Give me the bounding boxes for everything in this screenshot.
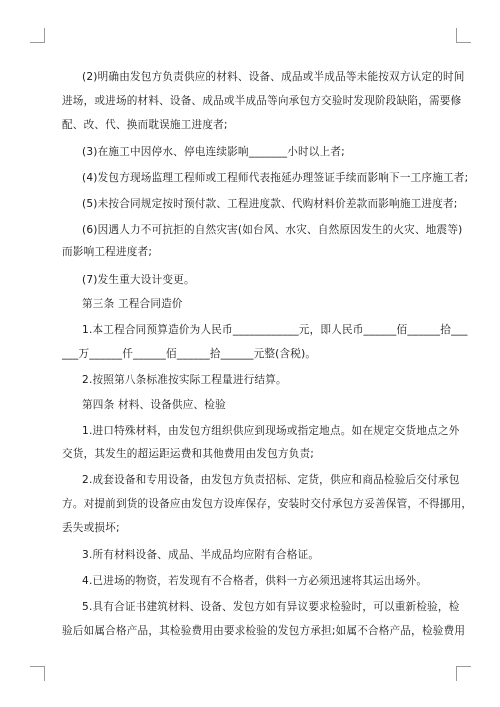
crop-mark-top-left [30, 28, 45, 43]
text-line: 2.成套设备和专用设备，由发包方负责招标、定货，供应和商品检验后交付承包 [82, 474, 460, 486]
text-line: (6)因遇人力不可抗拒的自然灾害(如台风、水灾、自然原因发生的火灾、地震等) [82, 224, 463, 236]
text-line: 验后如属合格产品，其检验费用由要求检验的发包方承担;如属不合格产品，检验费用 [62, 625, 466, 637]
section-heading: 第三条 工程合同造价 [82, 298, 183, 310]
text-line: 1.本工程合同预算造价为人民币____________元，即人民币______佰______拾___ [82, 324, 468, 336]
text-line: (4)发包方现场监理工程师或工程师代表拖延办理签证手续而影响下一工序施工者; [82, 172, 469, 184]
text-line: 3.所有材料设备、成品、半成品均应附有合格证。 [82, 549, 320, 561]
text-line: (7)发生重大设计变更。 [82, 274, 195, 286]
text-line: 进场，或进场的材料、设备、成品或半成品等向承包方交验时发现阶段缺陷，需要修 [62, 95, 462, 107]
text-line: (3)在施工中因停水、停电连续影响_______小时以上者; [82, 146, 345, 158]
text-line: 方。对提前到货的设备应由发包方设库保存，安装时交付承包方妥善保管，不得挪用， [62, 498, 473, 510]
text-line: (2)明确由发包方负责供应的材料、设备、成品或半成品等未能按双方认定的时间 [82, 71, 465, 83]
text-line: 4.已进场的物资，若发现有不合格者，供料一方必须迅速将其运出场外。 [82, 575, 428, 587]
text-line: 5.具有合证书建筑材料、设备、发包方如有异议要求检验时，可以重新检验，检 [82, 601, 460, 613]
crop-mark-top-right [456, 28, 471, 43]
section-heading: 第四条 材料、设备供应、检验 [82, 399, 226, 411]
text-line: 1.进口特殊材料，由发包方组织供应到现场或指定地点。如在规定交货地点之外 [82, 425, 460, 437]
text-line: (5)未按合同规定按时预付款、工程进度款、代购材料价差款而影响施工进度者; [82, 198, 458, 210]
crop-mark-bottom-right [456, 666, 471, 681]
text-line: 丢失或损坏; [62, 522, 120, 534]
text-line: 交货，其发生的超运距运费和其他费用由发包方负责; [62, 448, 315, 460]
text-line: 而影响工程进度者; [62, 246, 153, 258]
text-line: 配、改、代、换而耽误施工进度者; [62, 119, 228, 131]
text-line: ___万______仟______佰______拾______元整(含税)。 [62, 348, 317, 360]
crop-mark-bottom-left [30, 666, 45, 681]
text-line: 2.按照第八条标准按实际工程量进行结算。 [82, 374, 287, 386]
